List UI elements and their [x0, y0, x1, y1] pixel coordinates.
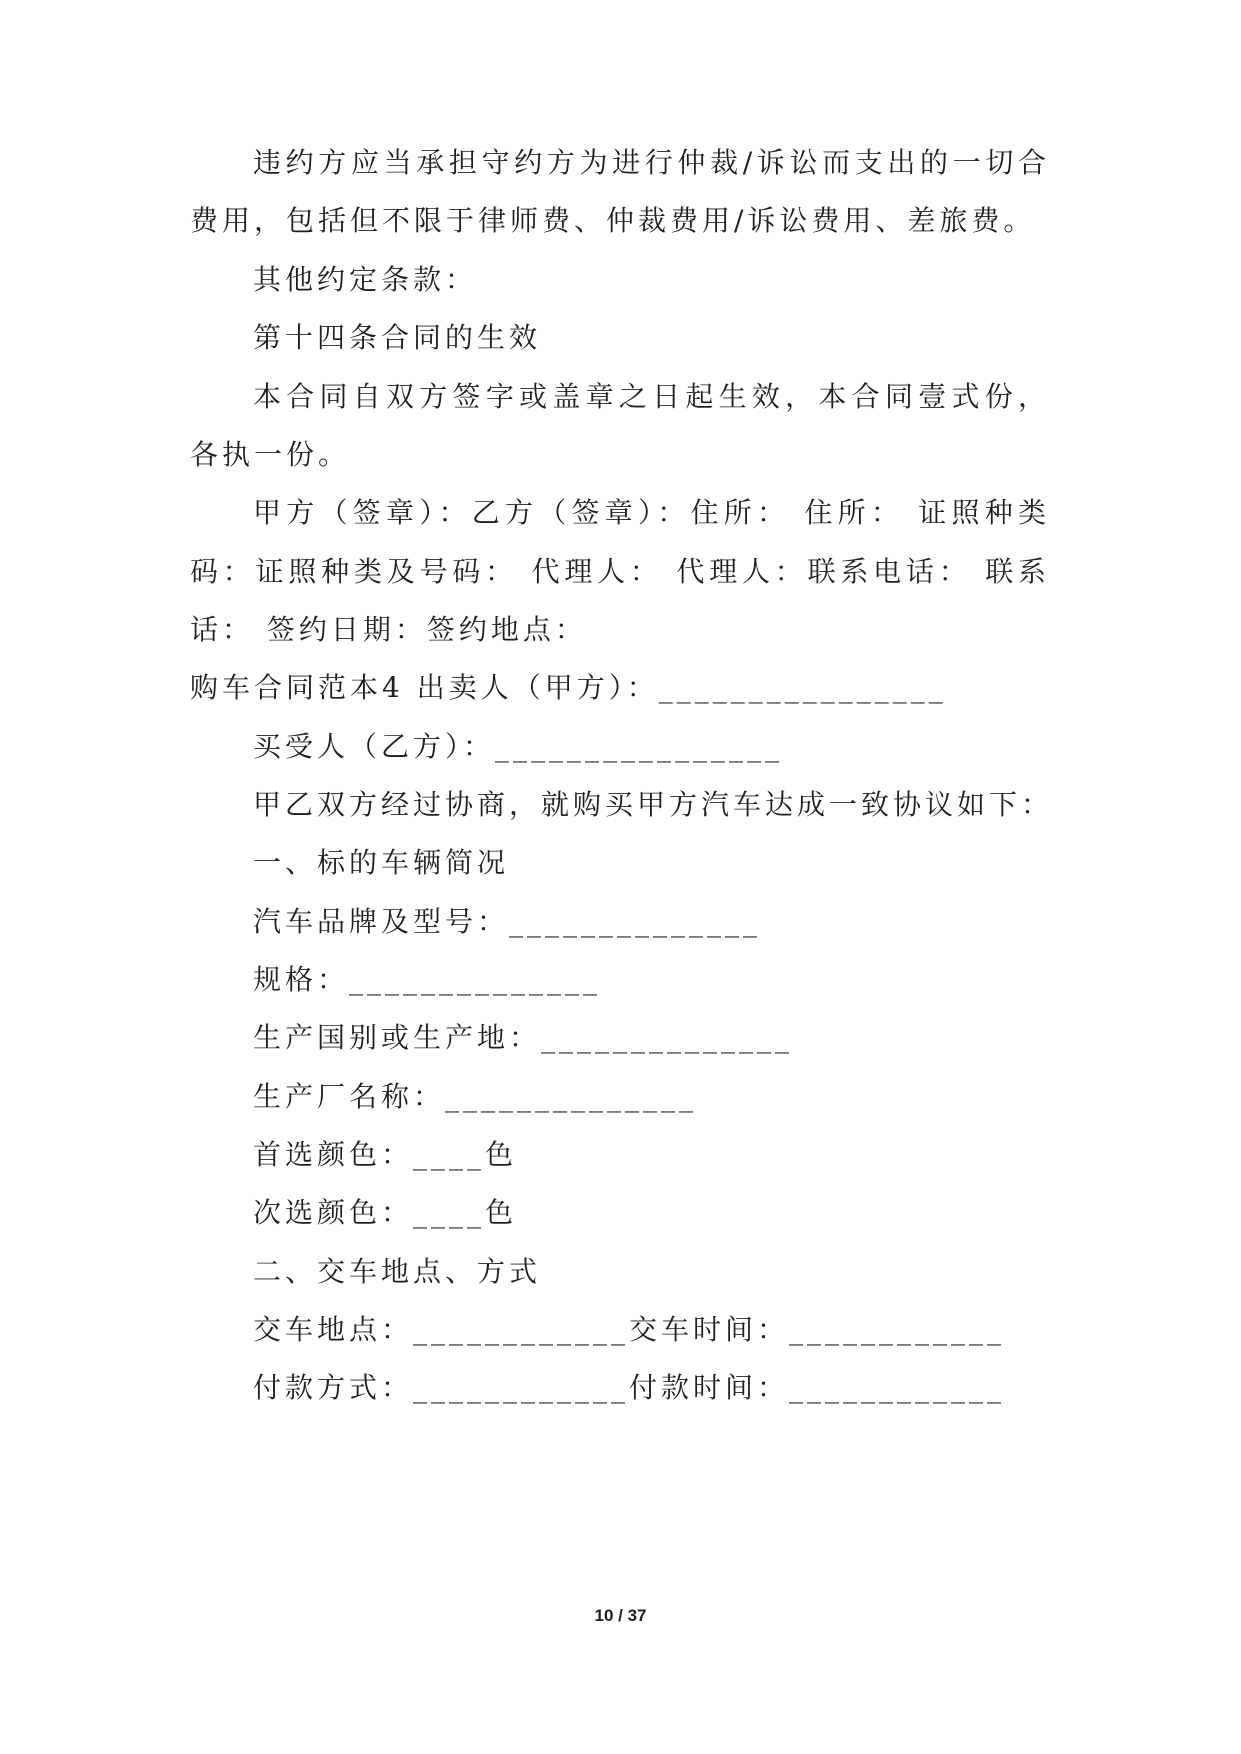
form-field-line: 生产厂名称：______________ — [253, 1080, 698, 1113]
form-field-line: 首选颜色：____色 — [253, 1138, 518, 1171]
paragraph-line: 码：证照种类及号码： 代理人： 代理人：联系电话： 联系 — [190, 555, 1050, 588]
paragraph-line: 其他约定条款： — [253, 263, 478, 296]
form-field-line: 汽车品牌及型号：______________ — [253, 905, 762, 938]
page-number: 10 / 37 — [594, 1606, 647, 1625]
section-heading: 二、交车地点、方式 — [253, 1255, 542, 1288]
paragraph-line: 违约方应当承担守约方为进行仲裁/诉讼而支出的一切合 — [253, 146, 1050, 179]
form-field-line: 交车地点：____________交车时间：____________ — [253, 1313, 1006, 1346]
section-heading: 一、标的车辆简况 — [253, 846, 510, 879]
paragraph-line: 话： 签约日期：签约地点： — [190, 613, 587, 646]
section-heading: 第十四条合同的生效 — [253, 321, 542, 354]
paragraph-line: 甲乙双方经过协商，就购买甲方汽车达成一致协议如下： — [253, 788, 1054, 821]
contract-title-line: 购车合同范本4 出卖人（甲方）：________________ — [190, 671, 947, 704]
paragraph-line: 本合同自双方签字或盖章之日起生效，本合同壹式份， — [253, 380, 1050, 413]
form-field-line: 生产国别或生产地：______________ — [253, 1021, 794, 1054]
paragraph-line: 买受人（乙方）：________________ — [253, 730, 784, 763]
paragraph-line: 甲方（签章）：乙方（签章）：住所： 住所： 证照种类 — [253, 496, 1050, 529]
paragraph-line: 各执一份。 — [190, 438, 351, 471]
form-field-line: 规格：______________ — [253, 963, 602, 996]
form-field-line: 次选颜色：____色 — [253, 1196, 518, 1229]
form-field-line: 付款方式：____________付款时间：____________ — [253, 1371, 1006, 1404]
paragraph-line: 费用，包括但不限于律师费、仲裁费用/诉讼费用、差旅费。 — [190, 204, 1036, 237]
